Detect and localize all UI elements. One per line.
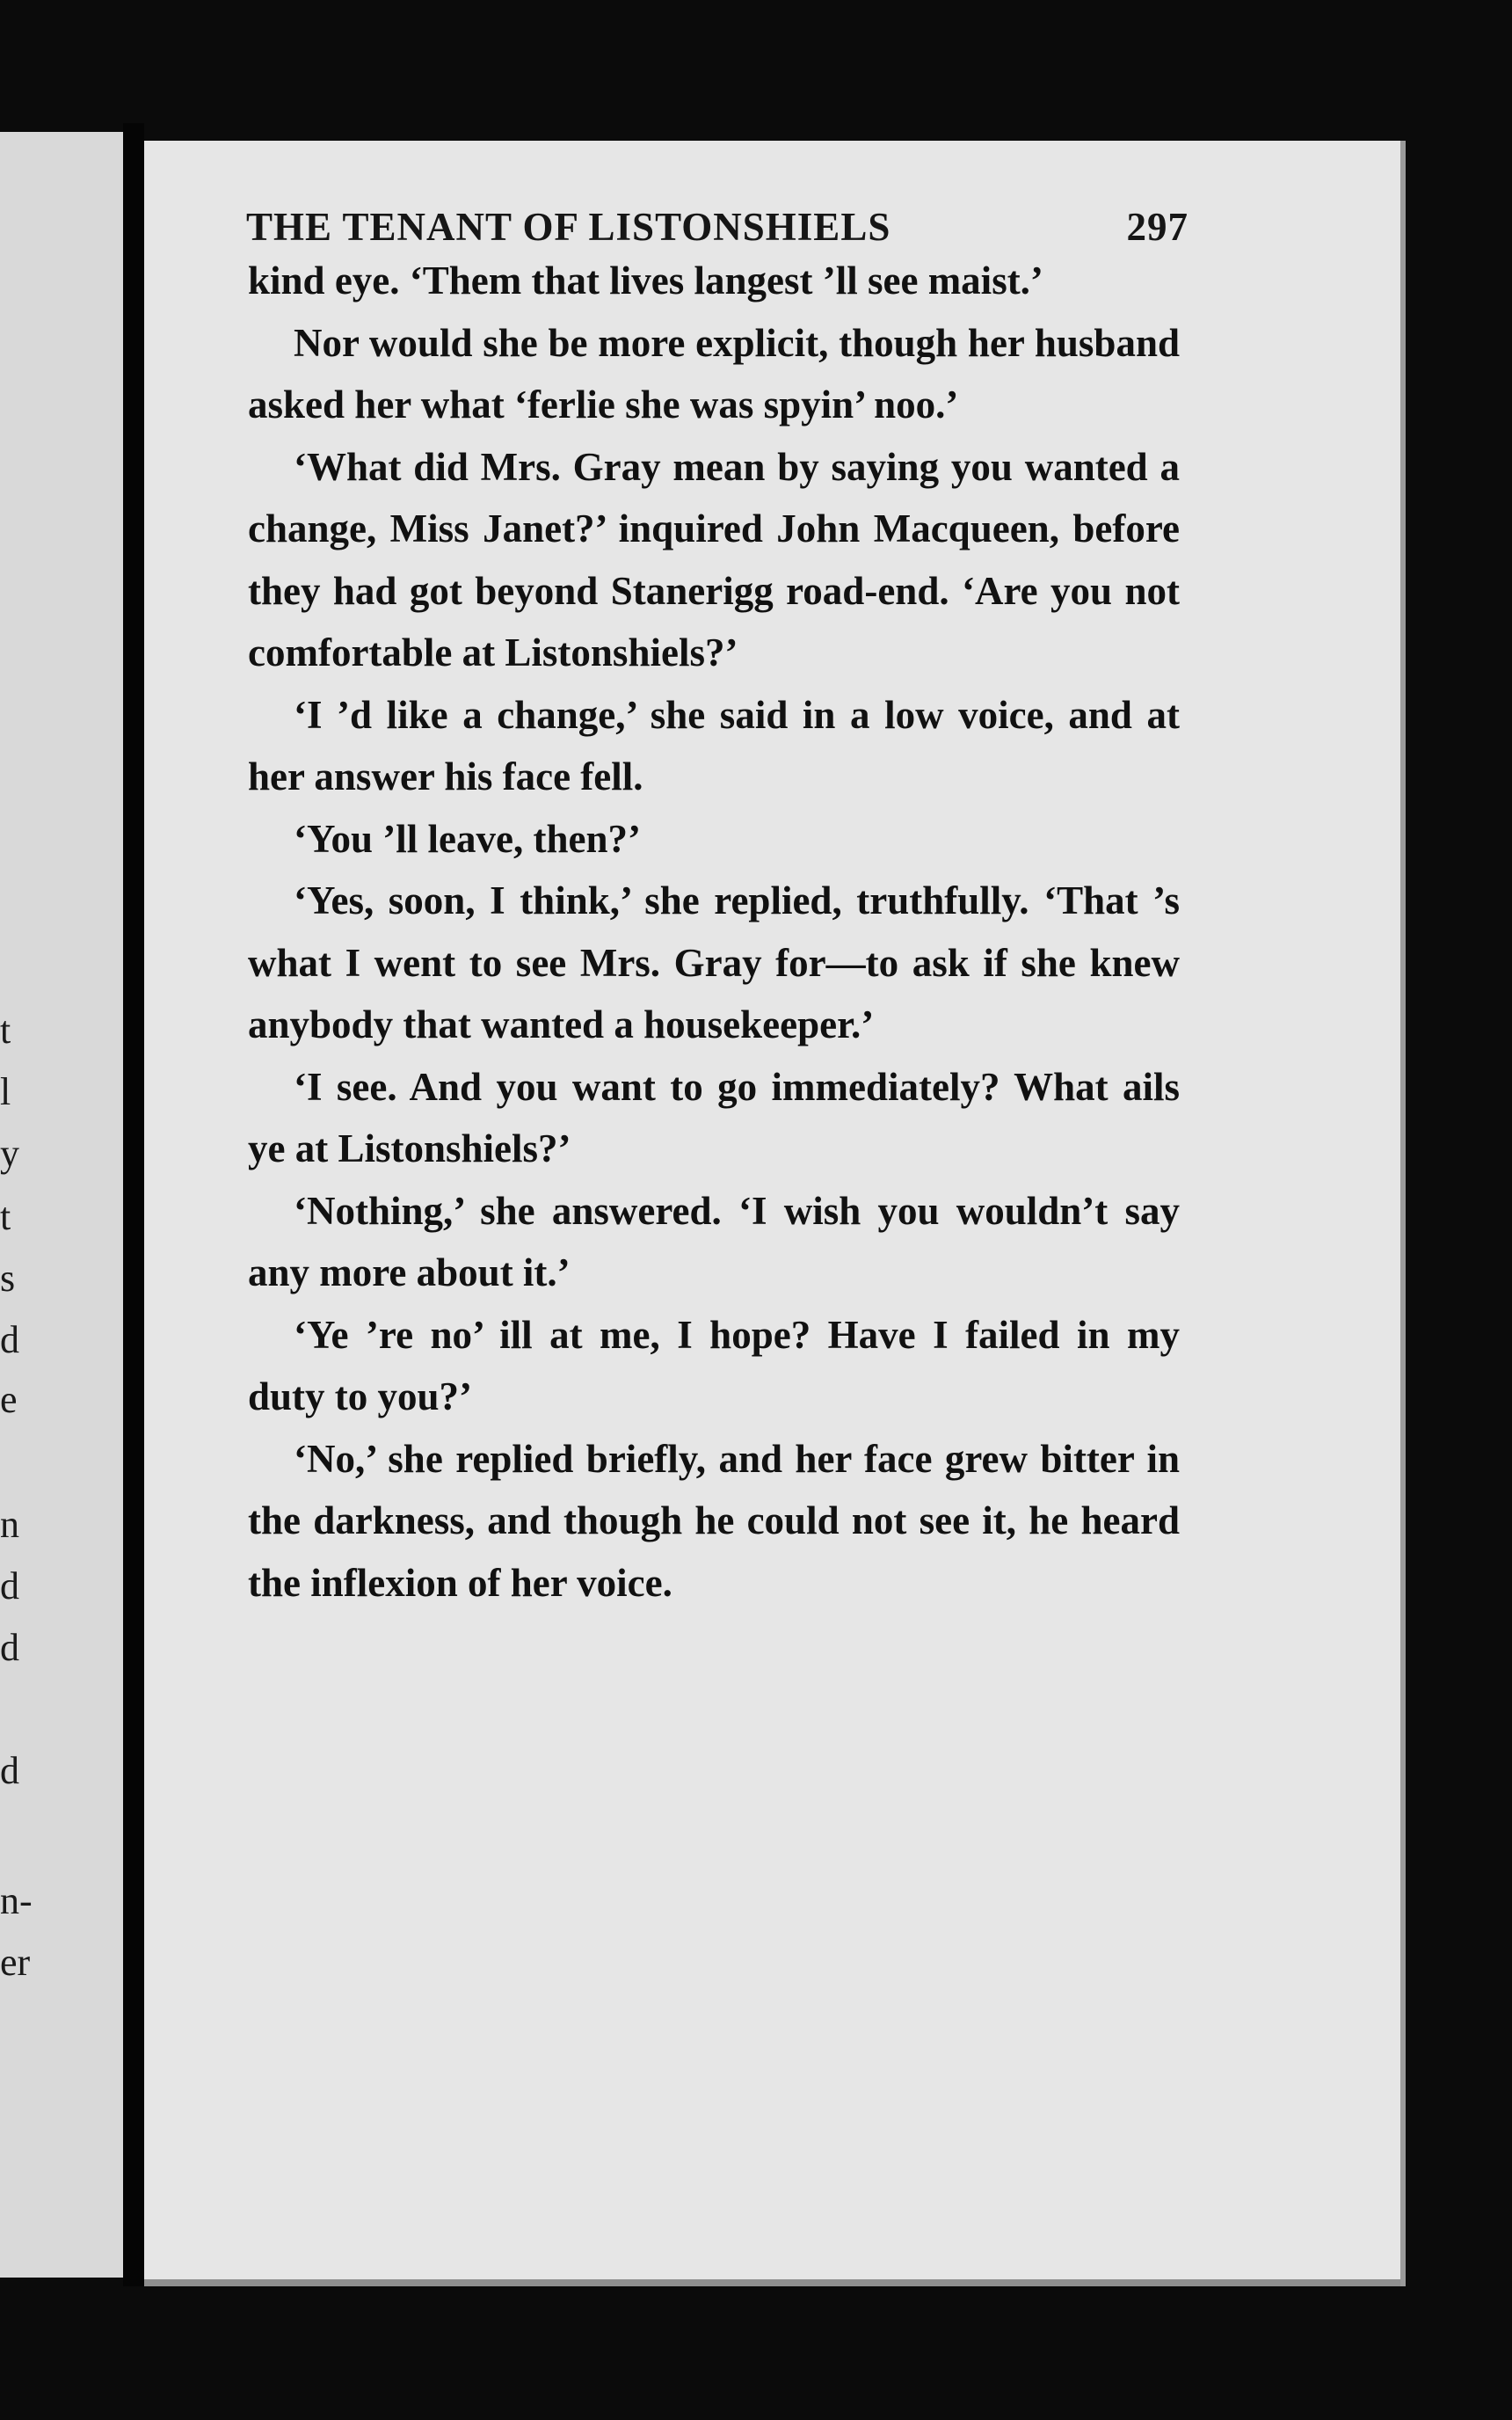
left-page-fragment: n-: [0, 1879, 33, 1922]
book-spine-gutter: [123, 123, 144, 2286]
paragraph: ‘Nothing,’ she answered. ‘I wish you wouldn’t say any more about it.’: [248, 1188, 1180, 1294]
paragraph: ‘You ’ll leave, then?’: [294, 816, 641, 861]
paragraph: ‘No,’ she replied briefly, and her face grew bitter in the darkness, and though he could not see it, he heard the inflexion of her voice.: [248, 1436, 1180, 1605]
paragraph: ‘I see. And you want to go immediately? What ails ye at Listonshiels?’: [248, 1064, 1180, 1170]
left-page-fragment: s: [0, 1257, 16, 1300]
paragraph: ‘I ’d like a change,’ she said in a low voice, and at her answer his face fell.: [248, 692, 1180, 798]
left-page-fragment: t: [0, 1195, 11, 1238]
left-page-fragment: d: [0, 1749, 19, 1792]
page-body-text: [248, 250, 1180, 1614]
paragraph: kind eye. ‘Them that lives langest ’ll see maist.’: [248, 259, 1043, 302]
running-title: THE TENANT OF LISTONSHIELS: [246, 205, 891, 249]
left-page-fragment: d: [0, 1626, 19, 1669]
left-facing-page: [0, 132, 123, 2278]
page-header: [246, 204, 1189, 250]
left-page-fragment: er: [0, 1941, 31, 1984]
left-page-fragment: y: [0, 1132, 19, 1175]
left-page-fragment: d: [0, 1318, 19, 1361]
paragraph: ‘What did Mrs. Gray mean by saying you wanted a change, Miss Janet?’ inquired John Macqueen, before they had got beyond Stanerigg road-end. ‘Are you not comfortable at Listonshiels?’: [248, 444, 1180, 674]
left-page-fragment: l: [0, 1070, 11, 1113]
paragraph: ‘Ye ’re no’ ill at me, I hope? Have I failed in my duty to you?’: [248, 1312, 1180, 1418]
page-number: 297: [1126, 205, 1189, 249]
left-page-fragment: e: [0, 1378, 18, 1421]
paragraph: Nor would she be more explicit, though her husband asked her what ‘ferlie she was spyin’ noo.’: [248, 320, 1180, 426]
paragraph: ‘Yes, soon, I think,’ she replied, truthfully. ‘That ’s what I went to see Mrs. Gray for—to ask if she knew anybody that wanted a housekeeper.’: [248, 878, 1180, 1046]
left-page-fragment: n: [0, 1503, 19, 1546]
left-page-fragment: t: [0, 1009, 11, 1052]
left-page-fragment: d: [0, 1564, 19, 1607]
